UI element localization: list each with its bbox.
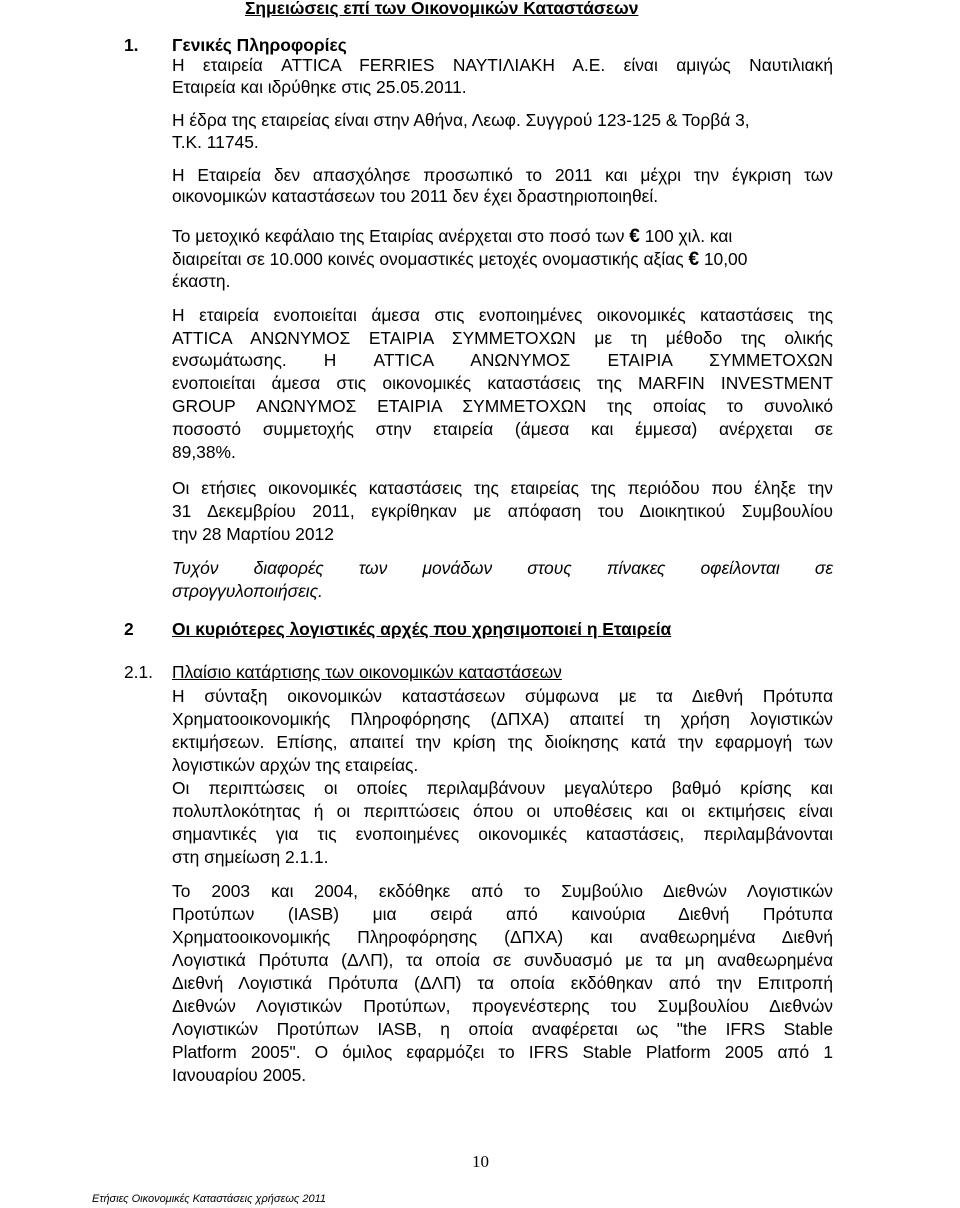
page-heading: Σημειώσεις επί των Οικονομικών Καταστάσεων: [245, 0, 639, 18]
s1-line-5: Η Εταιρεία δεν απασχόλησε προσωπικό το 2011 και μέχρι την έγκριση των: [172, 165, 833, 185]
s21-line-6: πολυπλοκότητας ή οι περιπτώσεις όπου οι υποθέσεις και οι εκτιμήσεις είναι: [172, 801, 833, 821]
s21-line-15: Λογιστικών Προτύπων IASB, η οποία αναφέρεται ως "the IFRS Stable: [172, 1019, 833, 1039]
s21-line-16: Platform 2005". Ο όμιλος εφαρμόζει το IFRS Stable Platform 2005 από 1: [172, 1042, 833, 1062]
s1-line-18: 31 Δεκεμβρίου 2011, εγκρίθηκαν με απόφαση του Διοικητικού Συμβουλίου: [172, 501, 833, 521]
share-capital-amount: 100 χιλ. και: [644, 226, 733, 246]
section-2-number: 2: [124, 619, 134, 639]
s21-line-7: σημαντικές για τις ενοποιημένες οικονομικές καταστάσεις, περιλαμβάνονται: [172, 824, 833, 844]
s21-line-4: λογιστικών αρχών της εταιρείας.: [172, 755, 419, 775]
share-capital-text: Το μετοχικό κεφάλαιο της Εταιρίας ανέρχεται στο ποσό των: [172, 226, 625, 246]
section-2-1-number: 2.1.: [124, 662, 154, 682]
s1-line-4: Τ.Κ. 11745.: [172, 132, 259, 152]
s1-line-20: Τυχόν διαφορές των μονάδων στους πίνακες οφείλονται σε: [172, 558, 833, 578]
s1-line-11: ATTICA ΑΝΩΝΥΜΟΣ ΕΤΑΙΡΙΑ ΣΥΜΜΕΤΟΧΩΝ με τη μέθοδο της ολικής: [172, 328, 833, 348]
s21-line-11: Χρηματοοικονομικής Πληροφόρησης (ΔΠΧΑ) και αναθεωρημένα Διεθνή: [172, 927, 833, 947]
s1-line-17: Οι ετήσιες οικονομικές καταστάσεις της εταιρείας της περιόδου που έληξε την: [172, 478, 833, 498]
s21-line-5: Οι περιπτώσεις οι οποίες περιλαμβάνουν μεγαλύτερο βαθμό κρίσης και: [172, 778, 833, 798]
s1-line-16: 89,38%.: [172, 442, 236, 462]
s1-line-12: ενσωμάτωσης. Η ATTICA ΑΝΩΝΥΜΟΣ ΕΤΑΙΡΙΑ ΣΥΜΜΕΤΟΧΩΝ: [172, 350, 833, 370]
section-1-number: 1.: [124, 35, 139, 55]
s21-line-10: Προτύπων (IASB) μια σειρά από καινούρια Διεθνή Πρότυπα: [172, 904, 833, 924]
section-2-1-title: Πλαίσιο κατάρτισης των οικονομικών καταστάσεων: [172, 662, 562, 682]
section-2-title: Οι κυριότερες λογιστικές αρχές που χρησιμοποιεί η Εταιρεία: [172, 619, 672, 639]
page-number: 10: [472, 1152, 489, 1171]
s1-line-10: Η εταιρεία ενοποιείται άμεσα στις ενοποιημένες οικονομικές καταστάσεις της: [172, 305, 833, 325]
s1-line-14: GROUP ΑΝΩΝΥΜΟΣ ΕΤΑΙΡΙΑ ΣΥΜΜΕΤΟΧΩΝ της οποίας το συνολικό: [172, 396, 833, 416]
s21-line-2: Χρηματοοικονομικής Πληροφόρησης (ΔΠΧΑ) απαιτεί τη χρήση λογιστικών: [172, 709, 833, 729]
s1-line-19: την 28 Μαρτίου 2012: [172, 524, 334, 544]
s1-line-21: στρογγυλοποιήσεις.: [172, 581, 323, 601]
s21-line-9: Το 2003 και 2004, εκδόθηκε από το Συμβούλιο Διεθνών Λογιστικών: [172, 881, 833, 901]
s1-line-15: ποσοστό συμμετοχής στην εταιρεία (άμεσα και έμμεσα) ανέρχεται σε: [172, 419, 833, 439]
s21-line-12: Λογιστικά Πρότυπα (ΔΛΠ), τα οποία σε συνδυασμό με τα μη αναθεωρημένα: [172, 950, 833, 970]
s21-line-13: Διεθνή Λογιστικά Πρότυπα (ΔΛΠ) τα οποία εκδόθηκαν από την Επιτροπή: [172, 973, 833, 993]
s1-line-7: [172, 225, 833, 248]
page-footer: Ετήσιες Οικονομικές Καταστάσεις χρήσεως 2011: [92, 1193, 326, 1205]
s21-line-17: Ιανουαρίου 2005.: [172, 1065, 307, 1085]
s21-line-14: Διεθνών Λογιστικών Προτύπων, προγενέστερης του Συμβουλίου Διεθνών: [172, 996, 833, 1016]
shares-text: διαιρείται σε 10.000 κοινές ονομαστικές μετοχές ονομαστικής αξίας: [172, 249, 684, 269]
euro-sign: €: [629, 226, 640, 247]
s1-line-3: Η έδρα της εταιρείας είναι στην Αθήνα, Λεωφ. Συγγρού 123-125 & Τορβά 3,: [172, 110, 750, 130]
s21-line-1: Η σύνταξη οικονομικών καταστάσεων σύμφωνα με τα Διεθνή Πρότυπα: [172, 686, 833, 706]
s21-line-3: εκτιμήσεων. Επίσης, απαιτεί την κρίση της διοίκησης κατά την εφαρμογή των: [172, 732, 833, 752]
s21-line-8: στη σημείωση 2.1.1.: [172, 847, 329, 867]
s1-line-13: ενοποιείται άμεσα στις οικονομικές καταστάσεις της MARFIN INVESTMENT: [172, 373, 833, 393]
s1-line-6: οικονομικών καταστάσεων του 2011 δεν έχει δραστηριοποιηθεί.: [172, 186, 659, 206]
nominal-value: 10,00: [703, 249, 748, 269]
s1-line-9: έκαστη.: [172, 271, 231, 291]
section-1-title: Γενικές Πληροφορίες: [172, 35, 347, 55]
euro-sign: €: [688, 249, 700, 270]
s1-line-2: Εταιρεία και ιδρύθηκε στις 25.05.2011.: [172, 77, 467, 97]
s1-line-1: Η εταιρεία ATTICA FERRIES ΝΑΥΤΙΛΙΑΚΗ Α.Ε. είναι αμιγώς Ναυτιλιακή: [172, 55, 833, 75]
s1-line-8: [172, 248, 747, 271]
